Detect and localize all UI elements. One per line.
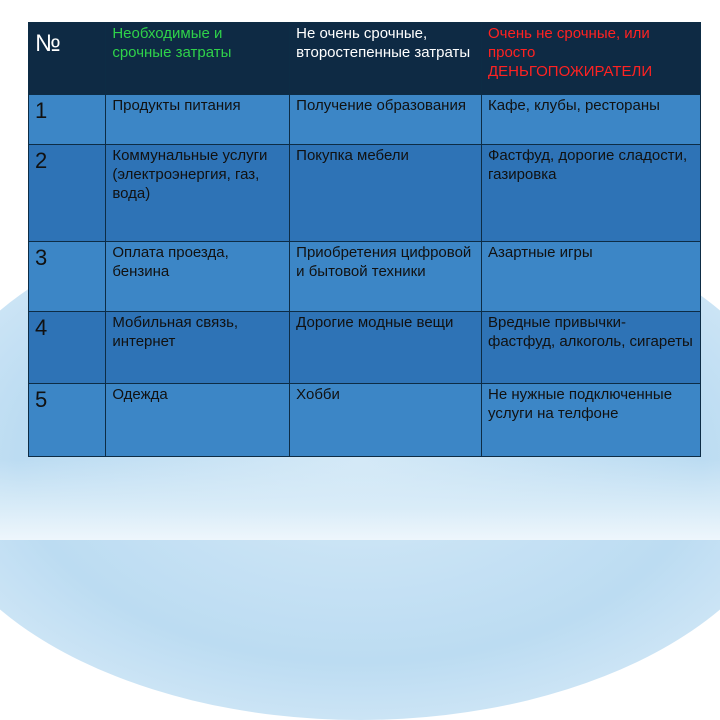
cell-money-eaters: Кафе, клубы, рестораны [482, 95, 701, 145]
table-row [29, 242, 701, 312]
row-number: 1 [29, 95, 106, 145]
cell-necessary: Коммунальные услуги (электроэнергия, газ, вода) [106, 145, 290, 242]
cell-necessary: Одежда [106, 384, 290, 457]
cell-necessary: Мобильная связь, интернет [106, 312, 290, 384]
cell-money-eaters: Фастфуд, дорогие сладости, газировка [482, 145, 701, 242]
table-row [29, 384, 701, 457]
table-row [29, 312, 701, 384]
cell-secondary: Покупка мебели [290, 145, 482, 242]
header-money-eaters: Очень не срочные, или просто ДЕНЬГОПОЖИРАТЕЛИ [482, 23, 701, 95]
cell-necessary: Оплата проезда, бензина [106, 242, 290, 312]
table-header-row [29, 23, 701, 95]
row-number: 3 [29, 242, 106, 312]
cell-money-eaters: Азартные игры [482, 242, 701, 312]
cell-money-eaters: Не нужные подключенные услуги на телфоне [482, 384, 701, 457]
header-secondary-expenses: Не очень срочные, второстепенные затраты [290, 23, 482, 95]
cell-secondary: Получение образования [290, 95, 482, 145]
background-bottom-band [0, 460, 720, 540]
row-number: 4 [29, 312, 106, 384]
row-number: 5 [29, 384, 106, 457]
table-row [29, 95, 701, 145]
cell-money-eaters: Вредные привычки- фастфуд, алкоголь, сигареты [482, 312, 701, 384]
expenses-table [28, 22, 701, 457]
cell-secondary: Приобретения цифровой и бытовой техники [290, 242, 482, 312]
cell-necessary: Продукты питания [106, 95, 290, 145]
row-number: 2 [29, 145, 106, 242]
cell-secondary: Дорогие модные вещи [290, 312, 482, 384]
header-necessary-expenses: Необходимые и срочные затраты [106, 23, 290, 95]
table-row [29, 145, 701, 242]
cell-secondary: Хобби [290, 384, 482, 457]
header-number: № [29, 23, 106, 95]
